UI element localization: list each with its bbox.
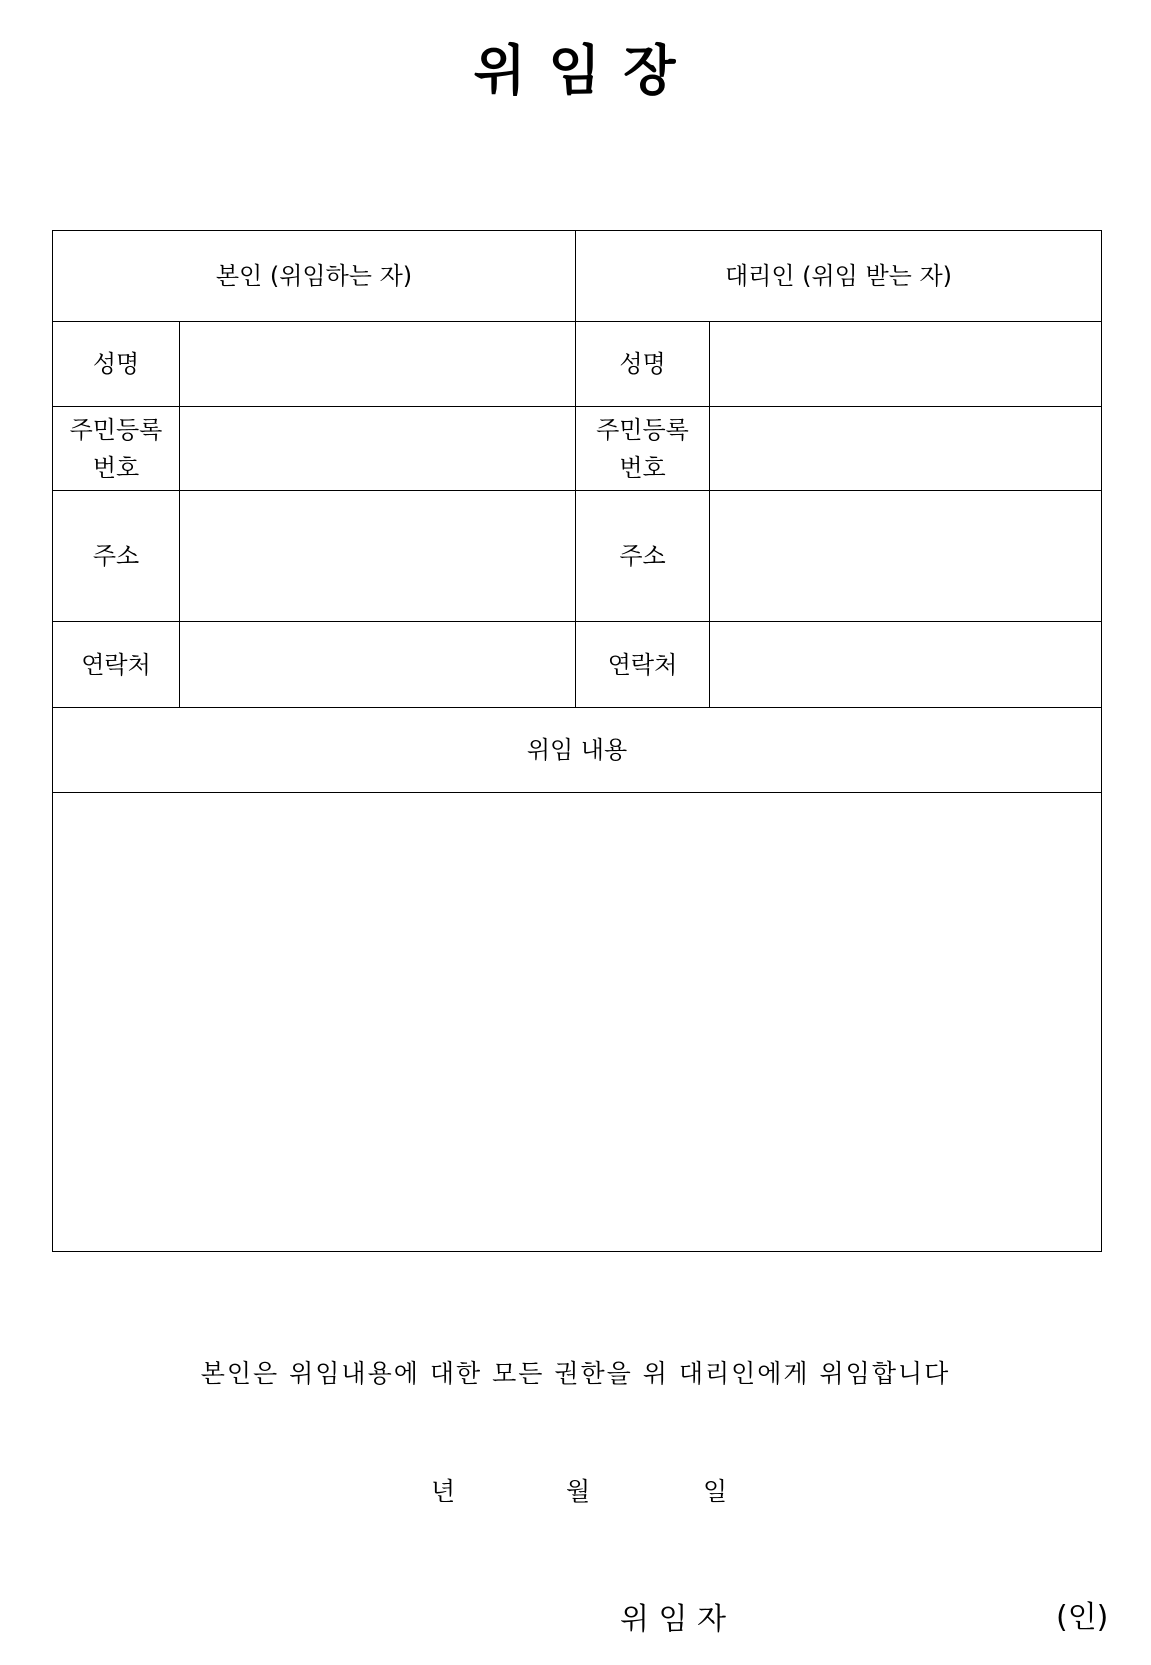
principal-name-field[interactable] xyxy=(180,322,576,407)
delegation-statement: 본인은 위임내용에 대한 모든 권한을 위 대리인에게 위임합니다 xyxy=(200,1359,951,1388)
content-field[interactable] xyxy=(53,793,1102,1252)
agent-header: 대리인 (위임 받는 자) xyxy=(576,231,1102,322)
rrn-label-line1: 주민등록 xyxy=(596,415,689,444)
rrn-row xyxy=(53,407,1102,491)
principal-contact-field[interactable] xyxy=(180,622,576,708)
address-row xyxy=(53,491,1102,622)
principal-contact-label: 연락처 xyxy=(53,622,180,708)
name-row xyxy=(53,322,1102,407)
seal-mark: (인) xyxy=(1056,1600,1109,1635)
delegator-label: 위 임 자 xyxy=(620,1602,727,1637)
date-month-label: 월 xyxy=(566,1477,591,1506)
agent-name-field[interactable] xyxy=(710,322,1102,407)
agent-name-label: 성명 xyxy=(576,322,710,407)
principal-address-field[interactable] xyxy=(180,491,576,622)
rrn-label-line1: 주민등록 xyxy=(69,415,163,444)
content-header: 위임 내용 xyxy=(53,708,1102,793)
content-header-row xyxy=(53,708,1102,793)
principal-name-label: 성명 xyxy=(53,322,180,407)
contact-row xyxy=(53,622,1102,708)
principal-address-label: 주소 xyxy=(53,491,180,622)
principal-rrn-label xyxy=(53,407,180,491)
agent-rrn-label xyxy=(576,407,710,491)
rrn-label-line2: 번호 xyxy=(92,453,140,482)
agent-rrn-field[interactable] xyxy=(710,407,1102,491)
date-year-label: 년 xyxy=(431,1477,456,1506)
principal-rrn-field[interactable] xyxy=(180,407,576,491)
agent-contact-label: 연락처 xyxy=(576,622,710,708)
agent-address-field[interactable] xyxy=(710,491,1102,622)
principal-header: 본인 (위임하는 자) xyxy=(53,231,576,322)
delegation-form-table xyxy=(52,230,1102,1252)
agent-address-label: 주소 xyxy=(576,491,710,622)
content-body-row xyxy=(53,793,1102,1252)
date-day-label: 일 xyxy=(703,1477,728,1506)
rrn-label-line2: 번호 xyxy=(619,453,666,482)
agent-contact-field[interactable] xyxy=(710,622,1102,708)
party-header-row xyxy=(53,231,1102,322)
document-title: 위 임 장 xyxy=(473,39,678,102)
